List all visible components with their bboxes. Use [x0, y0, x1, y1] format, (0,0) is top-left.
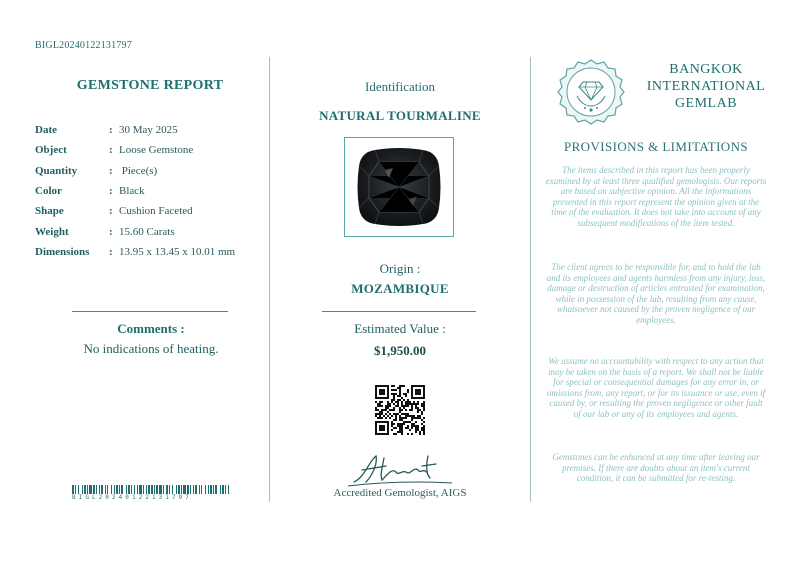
detail-value: 30 May 2025	[119, 124, 178, 137]
report-id: BIGL20240122131797	[35, 40, 132, 51]
qr-code-icon	[375, 385, 425, 435]
detail-value: Piece(s)	[119, 164, 158, 177]
identification-heading: Identification	[364, 79, 436, 94]
provisions-paragraph: The items described in this report has been properly examined by at least three qualified gemologists. Our reports are based on subjective opinion. All the informations presented in this report represent the opinion given at the time of the evaluation. It does not take into account of any subsequent modifications of the item tested.	[545, 165, 767, 228]
column-divider-right	[530, 57, 531, 502]
estimated-value-amount: $1,950.00	[374, 343, 426, 358]
signature-icon	[340, 448, 460, 488]
origin-value: MOZAMBIQUE	[351, 281, 449, 296]
detail-value: Loose Gemstone	[119, 144, 194, 157]
detail-row-color	[35, 181, 275, 201]
detail-separator: :	[109, 225, 113, 238]
detail-label: Quantity	[35, 164, 78, 177]
detail-row-shape	[35, 201, 275, 221]
comments-text: No indications of heating.	[83, 341, 219, 356]
lab-name-line: INTERNATIONAL	[646, 79, 766, 94]
detail-label: Object	[35, 144, 67, 157]
value-divider	[322, 311, 476, 312]
detail-label: Weight	[35, 225, 69, 238]
detail-separator: :	[109, 185, 113, 198]
estimated-value-label: Estimated Value :	[354, 321, 446, 336]
detail-value: 15.60 Carats	[119, 225, 175, 238]
detail-separator: :	[109, 144, 113, 157]
detail-row-object	[35, 140, 275, 160]
detail-row-weight	[35, 221, 275, 241]
comments-divider	[72, 311, 228, 312]
detail-value: 13.95 x 13.45 x 10.01 mm	[119, 245, 236, 258]
detail-separator: :	[109, 164, 113, 177]
comments-title: Comments :	[117, 321, 185, 336]
provisions-title: PROVISIONS & LIMITATIONS	[563, 139, 749, 154]
column-divider-left	[269, 57, 270, 502]
identification-name: NATURAL TOURMALINE	[319, 108, 481, 123]
provisions-paragraph: Gemstones can be enhanced at any time after leaving our premises. If there are doubts about an item's current condition, it can be submitted for re-testing.	[552, 452, 760, 484]
detail-row-quantity	[35, 161, 275, 181]
gemstone-photo-frame	[344, 137, 454, 237]
provisions-paragraph: The client agrees to be responsible for, and to hold the lab and its employees and agents harmless from any injury, loss, damage or destruction of articles entrusted for examination, while in possession of the lab, resulting from any cause, whatsoever not caused by the proven negligence of our employees.	[546, 262, 766, 325]
detail-value: Black	[119, 185, 145, 198]
origin-label: Origin :	[379, 261, 421, 276]
lab-name-line: GEMLAB	[674, 96, 738, 111]
detail-label: Date	[35, 124, 57, 137]
detail-separator: :	[109, 124, 113, 137]
detail-label: Dimensions	[35, 245, 90, 258]
lab-name	[640, 61, 772, 112]
details-list	[35, 120, 275, 262]
detail-label: Shape	[35, 205, 64, 218]
detail-row-date	[35, 120, 275, 140]
gemlab-seal-icon	[557, 58, 625, 126]
detail-separator: :	[109, 205, 113, 218]
report-title: GEMSTONE REPORT	[76, 78, 224, 93]
detail-separator: :	[109, 245, 113, 258]
detail-value: Cushion Faceted	[119, 205, 193, 218]
provisions-paragraph: We assume no accountability with respect to any action that may be taken on the basis of a report. We shall not be liable for special or consequential damages for any error in, or omissions from, any report, or for its issuance or use, even if caused by, or resulting the proven negligence or other fault of our lab or any of its employees and agents.	[546, 356, 766, 419]
detail-row-dimensions	[35, 242, 275, 262]
barcode-text: BIGL20240122131797	[72, 494, 192, 501]
gemologist-credit: Accredited Gemologist, AIGS	[333, 487, 467, 499]
lab-name-line: BANGKOK	[669, 62, 743, 77]
detail-label: Color	[35, 185, 62, 198]
cushion-gemstone-icon	[345, 138, 453, 236]
